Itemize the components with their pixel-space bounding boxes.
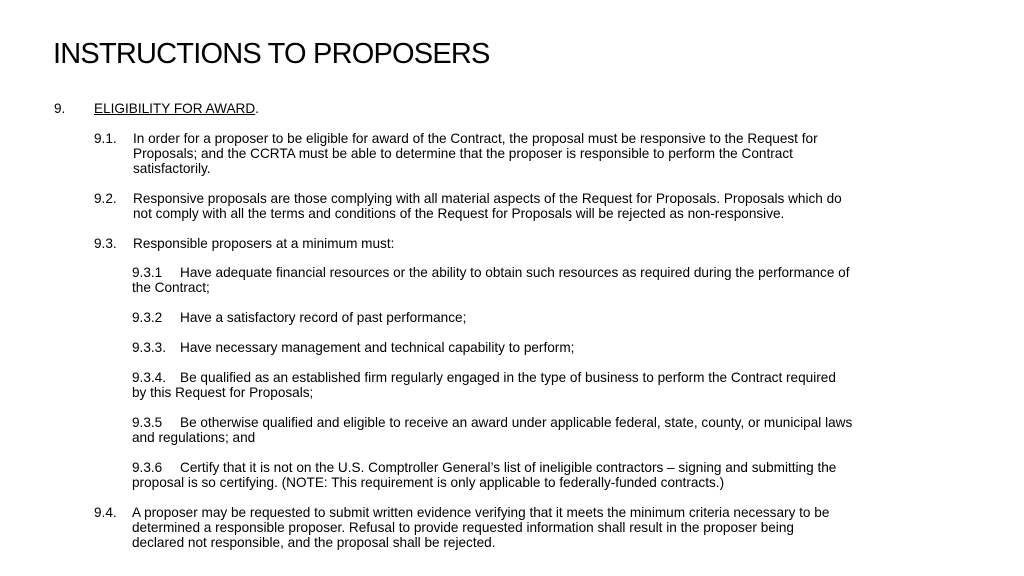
subitem-number: 9.3.6	[132, 460, 163, 475]
section-heading-suffix: .	[255, 101, 259, 116]
item-line: Responsive proposals are those complying with all material aspects of the Request for Proposals. Proposals which do	[133, 191, 842, 206]
slide-title: INSTRUCTIONS TO PROPOSERS	[53, 38, 490, 70]
item-number: 9.2.	[94, 191, 117, 206]
item-line: satisfactorily.	[133, 161, 211, 176]
item-line: Proposals; and the CCRTA must be able to determine that the proposer is responsible to perform the Contract	[133, 146, 793, 161]
item-line: determined a responsible proposer. Refusal to provide requested information shall result in the proposer being	[132, 520, 794, 535]
item-line: Responsible proposers at a minimum must:	[133, 236, 395, 251]
subitem-number: 9.3.4.	[132, 370, 167, 385]
item-number: 9.3.	[94, 236, 117, 251]
subitem-line: proposal is so certifying. (NOTE: This requirement is only applicable to federally-funded contracts.)	[132, 475, 725, 490]
subitem-line: Have adequate financial resources or the ability to obtain such resources as required during the performance of	[180, 265, 850, 280]
item-number: 9.4.	[94, 505, 117, 520]
item-line: declared not responsible, and the proposal shall be rejected.	[132, 535, 496, 550]
item-line: A proposer may be requested to submit written evidence verifying that it meets the minimum criteria necessary to be	[132, 505, 830, 520]
subitem-number: 9.3.3.	[132, 340, 167, 355]
subitem-number: 9.3.5	[132, 415, 163, 430]
subitem-number: 9.3.1	[132, 265, 163, 280]
subitem-line: by this Request for Proposals;	[132, 385, 314, 400]
subitem-number: 9.3.2	[132, 310, 163, 325]
subitem-line: Certify that it is not on the U.S. Comptroller General’s list of ineligible contractors – signing and submitting the	[180, 460, 837, 475]
section-heading	[94, 101, 259, 116]
subitem-line: Be qualified as an established firm regularly engaged in the type of business to perform the Contract required	[180, 370, 836, 385]
section-number: 9.	[54, 101, 66, 116]
subitem-line: Have a satisfactory record of past performance;	[180, 310, 467, 325]
item-number: 9.1.	[94, 131, 117, 146]
subitem-line: and regulations; and	[132, 430, 256, 445]
subitem-line: Have necessary management and technical capability to perform;	[180, 340, 575, 355]
subitem-line: Be otherwise qualified and eligible to receive an award under applicable federal, state, county, or municipal laws	[180, 415, 853, 430]
subitem-line: the Contract;	[132, 280, 210, 295]
item-line: not comply with all the terms and conditions of the Request for Proposals will be rejected as non-responsive.	[133, 206, 785, 221]
section-heading-text: ELIGIBILITY FOR AWARD	[94, 101, 256, 116]
item-line: In order for a proposer to be eligible for award of the Contract, the proposal must be responsive to the Request for	[133, 131, 818, 146]
